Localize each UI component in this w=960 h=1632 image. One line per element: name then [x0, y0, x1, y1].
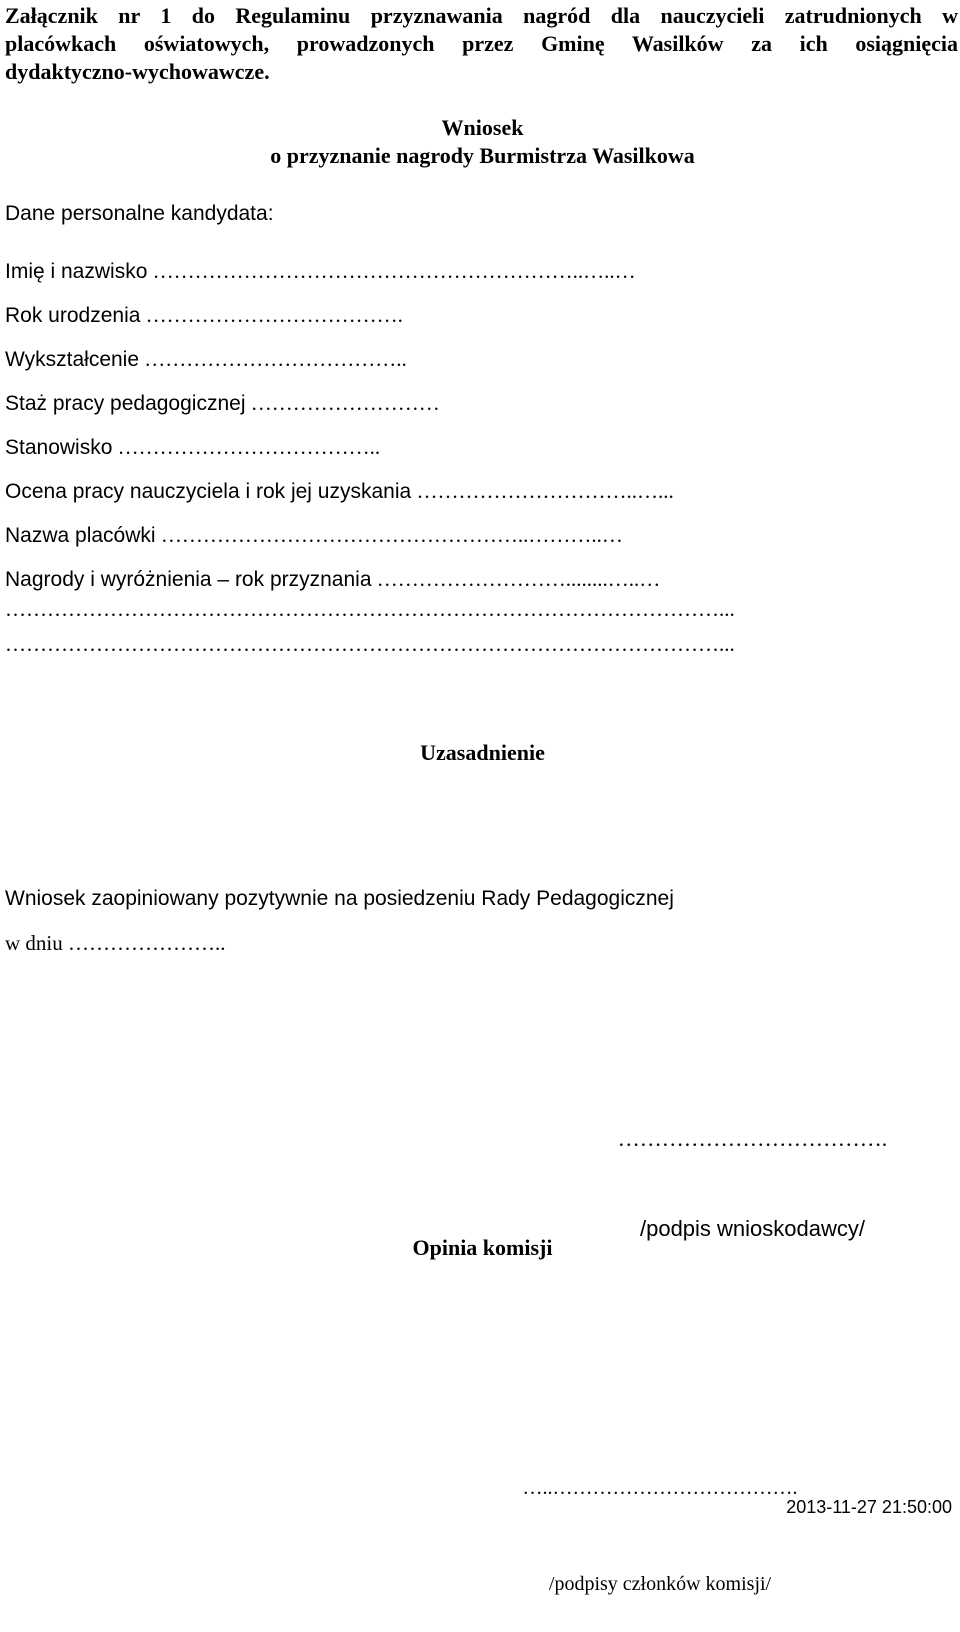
field-dots: ……………………………………………………..…..…: [152, 259, 636, 283]
council-date-line: w dniu …………………..: [5, 931, 226, 955]
field-label: Stanowisko: [5, 436, 113, 459]
field-name: [5, 258, 636, 285]
field-label: Imię i nazwisko: [5, 260, 148, 283]
committee-signature: [440, 1408, 880, 1632]
field-label: Staż pracy pedagogicznej: [5, 392, 246, 415]
field-dots: ……………………………….: [145, 303, 403, 327]
field-label: Wykształcenie: [5, 348, 140, 371]
field-dots: ………………………………..: [144, 347, 407, 371]
field-birth-year: [5, 302, 403, 329]
field-dots: ………………………........…..…: [376, 567, 661, 591]
committee-heading: Opinia komisji: [412, 1235, 553, 1260]
annex-line-2: placówkach oświatowych, prowadzonych przez Gminę Wasilków za ich osiągnięcia: [5, 31, 958, 56]
signature-label: /podpis wnioskodawcy/: [639, 1216, 865, 1241]
dotted-line-2: …………………………………………………………………………………………...: [5, 632, 735, 656]
field-label: Rok urodzenia: [5, 304, 141, 327]
field-dots: ………………………………..: [117, 435, 381, 459]
field-position: [5, 434, 380, 461]
annex-line-3: dydaktyczno-wychowawcze.: [5, 59, 270, 84]
title-line-1: Wniosek: [441, 115, 524, 140]
title-line-2: o przyznanie nagrody Burmistrza Wasilkowa: [270, 143, 695, 168]
field-dots: …………………………..…...: [416, 479, 674, 503]
field-awards: [5, 566, 660, 593]
document-title: [0, 114, 960, 170]
field-education: [5, 346, 407, 373]
document-timestamp: 2013-11-27 21:50:00: [786, 1497, 952, 1517]
annex-line-1: Załącznik nr 1 do Regulaminu przyznawania nagród dla nauczycieli zatrudnionych w: [5, 3, 958, 28]
field-label: Nazwa placówki: [5, 524, 156, 547]
field-dots: ……………………………………………..………..…: [160, 523, 623, 547]
field-dots: ………………………: [250, 391, 440, 415]
signature-label: /podpisy członków komisji/: [548, 1573, 772, 1595]
field-teaching-seniority: [5, 390, 440, 417]
field-institution-name: [5, 522, 623, 549]
council-opinion-line: Wniosek zaopiniowany pozytywnie na posiedzeniu Rady Pedagogicznej: [5, 887, 674, 910]
field-work-assessment: [5, 478, 674, 505]
dotted-line-1: …………………………………………………………………………………………...: [5, 597, 735, 621]
signature-dots: …..……………………………….: [522, 1477, 798, 1499]
field-label: Nagrody i wyróżnienia – rok przyznania: [5, 568, 372, 591]
annex-header: [5, 2, 958, 86]
signature-dots: ……………………………….: [617, 1126, 888, 1151]
justification-heading: Uzasadnienie: [420, 740, 545, 765]
personal-data-heading: Dane personalne kandydata:: [5, 202, 274, 225]
field-label: Ocena pracy nauczyciela i rok jej uzyskania: [5, 480, 412, 503]
